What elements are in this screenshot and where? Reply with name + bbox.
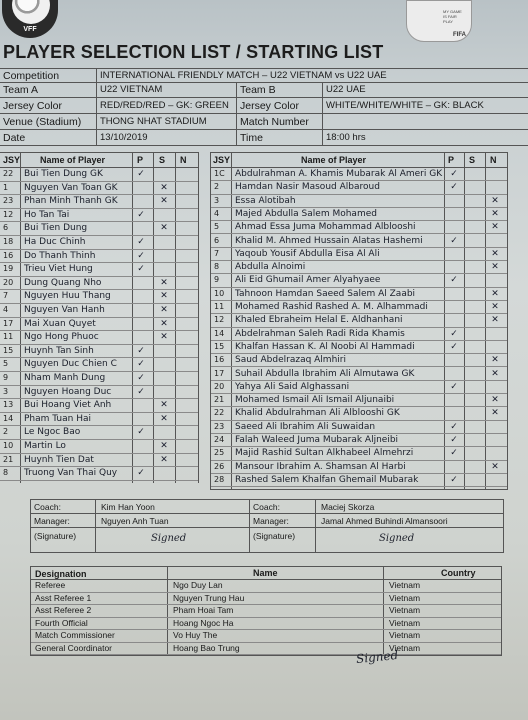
player-name: Mohamed Ismail Ali Ismail Aljunaibi <box>235 395 395 406</box>
jersey-number: 19 <box>3 264 14 274</box>
team-a-col-name: Name of Player <box>40 155 106 165</box>
table-row <box>211 447 507 460</box>
jersey-number: 8 <box>3 468 9 478</box>
jersey-number: 4 <box>3 305 9 314</box>
team-a-manager: Nguyen Anh Tuan <box>101 516 169 526</box>
player-name: Abdulla Alnoimi <box>235 262 306 273</box>
team-b-col-p: P <box>448 155 455 165</box>
table-row <box>0 236 198 250</box>
team-b-col-s: S <box>469 155 476 165</box>
player-name: Saeed Ali Ibrahim Ali Suwaidan <box>235 421 376 432</box>
team-a-player-table <box>0 152 199 483</box>
player-name: Ho Tan Tai <box>24 209 70 220</box>
football-icon <box>12 0 50 24</box>
table-row <box>211 354 507 367</box>
table-row <box>211 461 507 474</box>
not-playing-mark: ✕ <box>491 408 499 419</box>
player-name: Majid Rashid Sultan Alkhabeel Almehrzi <box>235 448 414 459</box>
table-row <box>211 368 507 381</box>
not-playing-mark: ✕ <box>491 395 499 406</box>
table-row <box>0 222 198 236</box>
table-row <box>0 277 198 291</box>
team-a-col-jsy: JSY <box>3 155 21 165</box>
venue-value: THONG NHAT STADIUM <box>100 116 207 127</box>
player-name: Tahnoon Hamdan Saeed Salem Al Zaabi <box>235 288 416 299</box>
jersey-number: 12 <box>214 315 225 325</box>
not-playing-mark: ✕ <box>491 262 499 273</box>
table-row <box>211 274 507 287</box>
played-mark: ✓ <box>450 182 458 193</box>
table-row <box>0 168 198 182</box>
table-row <box>211 248 507 261</box>
team-a-label: Team A <box>3 84 39 96</box>
substitute-mark: ✕ <box>160 318 168 329</box>
jersey-number: 12 <box>3 209 14 219</box>
player-name: Ha Duc Chinh <box>24 237 86 247</box>
player-name: Ngo Hong Phuoc <box>24 332 99 343</box>
fifa-logo-text: FIFA <box>453 32 466 38</box>
official-name: Ngo Duy Lan <box>173 580 223 590</box>
time-label: Time <box>240 132 263 144</box>
played-mark: ✓ <box>137 250 145 261</box>
played-mark: ✓ <box>137 468 145 479</box>
jersey-number: 8 <box>214 262 220 272</box>
played-mark: ✓ <box>450 341 458 352</box>
table-row <box>0 318 198 332</box>
jersey-number: 16 <box>214 355 225 365</box>
jersey-number: 11 <box>214 302 225 311</box>
table-row <box>0 345 198 359</box>
fifa-fair-play-logo <box>406 0 472 42</box>
player-name: Pham Tuan Hai <box>24 413 91 424</box>
venue-label: Venue (Stadium) <box>3 116 82 128</box>
team-b-manager: Jamal Ahmed Buhindi Almansoori <box>321 516 448 526</box>
player-name: Ali Eid Ghumail Amer Alyahyaee <box>235 275 381 286</box>
jersey-number: 18 <box>3 237 14 246</box>
player-name: Khalid Abdulrahman Ali Alblooshi GK <box>235 408 400 419</box>
table-row <box>0 372 198 386</box>
table-row <box>211 168 507 181</box>
player-name: Abdulrahman A. Khamis Mubarak Al Ameri GK <box>235 169 443 179</box>
official-country: Vietnam <box>389 580 421 590</box>
official-name: Vo Huy The <box>173 630 218 640</box>
not-playing-mark: ✕ <box>491 288 499 299</box>
player-name: Yahya Ali Said Alghassani <box>235 381 350 392</box>
table-row <box>211 421 507 434</box>
played-mark: ✓ <box>137 427 145 438</box>
player-name: Le Ngoc Bao <box>24 427 81 438</box>
substitute-mark: ✕ <box>160 400 168 411</box>
team-a-col-n: N <box>180 155 187 165</box>
table-row <box>0 440 198 454</box>
competition-label: Competition <box>3 70 60 82</box>
team-b-coach-label: Coach: <box>253 502 280 512</box>
official-country: Vietnam <box>389 630 421 640</box>
vff-logo <box>2 0 58 38</box>
player-name: Martin Lo <box>24 441 66 451</box>
jersey-number: 22 <box>214 408 225 418</box>
player-name: Dung Quang Nho <box>24 277 102 288</box>
team-b-signature: Signed <box>379 533 415 544</box>
jersey-number: 26 <box>214 461 225 471</box>
not-playing-mark: ✕ <box>491 461 499 472</box>
team-a-coach: Kim Han Yoon <box>101 502 155 512</box>
table-row <box>211 381 507 394</box>
player-name: Khaled Ebraheim Helal E. Aldhanhani <box>235 315 403 326</box>
player-name: Nguyen Van Toan GK <box>24 182 118 193</box>
jersey-a-value: RED/RED/RED – GK: GREEN <box>100 100 229 111</box>
official-country: Vietnam <box>389 605 421 615</box>
jersey-number: 15 <box>214 341 225 351</box>
table-row <box>211 301 507 314</box>
jersey-number: 14 <box>214 328 225 338</box>
jersey-number: 5 <box>214 222 220 232</box>
commissioner-signature: Signed <box>355 647 399 667</box>
table-row <box>31 630 501 643</box>
table-row <box>211 208 507 221</box>
date-label: Date <box>3 132 26 144</box>
team-a-value: U22 VIETNAM <box>100 84 163 95</box>
jersey-number: 10 <box>214 288 225 298</box>
table-row <box>0 386 198 400</box>
table-row <box>0 454 198 468</box>
not-playing-mark: ✕ <box>491 208 499 219</box>
jersey-number: 17 <box>3 318 14 328</box>
table-row <box>211 341 507 354</box>
player-name: Nguyen Duc Chien C <box>24 359 117 370</box>
jersey-number: 3 <box>3 386 9 396</box>
substitute-mark: ✕ <box>160 305 168 315</box>
player-name: Do Thanh Thinh <box>24 250 96 261</box>
played-mark: ✓ <box>450 448 458 459</box>
table-row <box>0 399 198 413</box>
jersey-number: 1 <box>3 182 9 192</box>
player-name: Huynh Tien Dat <box>24 454 94 465</box>
official-country: Vietnam <box>389 617 421 628</box>
player-name: Bui Tien Dung <box>24 223 88 234</box>
jersey-number: 7 <box>214 248 220 258</box>
player-name: Abdelrahman Saleh Radi Rida Khamis <box>235 328 405 339</box>
jersey-number: 20 <box>214 381 225 391</box>
player-name: Majed Abdulla Salem Mohamed <box>235 208 377 219</box>
player-name: Rashed Salem Khalfan Ghemail Mubarak <box>235 474 419 485</box>
table-row <box>0 304 198 318</box>
played-mark: ✓ <box>450 435 458 445</box>
jersey-number: 2 <box>214 182 220 192</box>
table-row <box>0 182 198 196</box>
table-row <box>0 290 198 304</box>
jersey-a-label: Jersey Color <box>3 100 62 112</box>
player-name: Truong Van Thai Quy <box>24 468 118 479</box>
official-name: Nguyen Trung Hau <box>173 592 245 603</box>
player-name: Phan Minh Thanh GK <box>24 196 118 207</box>
team-b-label: Team B <box>240 84 276 96</box>
jersey-number: 22 <box>3 169 14 178</box>
player-name: Saud Abdelrazaq Almhiri <box>235 355 346 366</box>
jersey-number: 7 <box>3 291 9 301</box>
substitute-mark: ✕ <box>160 454 168 465</box>
table-row <box>211 434 507 447</box>
jersey-number: 6 <box>3 223 9 233</box>
table-row <box>211 221 507 234</box>
team-staff-box <box>30 499 504 553</box>
player-name: Nham Manh Dung <box>24 373 106 383</box>
table-row <box>211 195 507 208</box>
jersey-number: 1C <box>214 169 225 178</box>
table-row <box>0 331 198 345</box>
player-name: Mai Xuan Quyet <box>24 318 96 329</box>
officials-col-name: Name <box>253 568 278 578</box>
team-b-col-name: Name of Player <box>301 155 367 165</box>
jersey-number: 11 <box>3 332 14 342</box>
table-row <box>0 263 198 277</box>
jersey-number: 4 <box>214 208 220 218</box>
jersey-b-value: WHITE/WHITE/WHITE – GK: BLACK <box>326 100 484 111</box>
substitute-mark: ✕ <box>160 182 168 193</box>
match-info-grid <box>0 68 528 145</box>
player-name: Mohamed Rashid Rashed A. M. Alhammadi <box>235 302 428 312</box>
jersey-number: 21 <box>3 454 14 464</box>
team-b-signature-label: (Signature) <box>253 531 296 541</box>
officials-col-designation: Designation <box>35 569 87 579</box>
table-row <box>31 618 501 631</box>
not-playing-mark: ✕ <box>491 222 499 233</box>
table-row <box>31 605 501 618</box>
played-mark: ✓ <box>450 421 458 432</box>
table-row <box>31 580 501 593</box>
player-name: Nguyen Huu Thang <box>24 291 111 302</box>
jersey-number: 10 <box>3 441 14 450</box>
competition-value: INTERNATIONAL FRIENDLY MATCH – U22 VIETNAM vs U22 UAE <box>100 70 387 81</box>
official-designation: Fourth Official <box>35 617 88 628</box>
table-row <box>0 250 198 264</box>
team-b-coach: Maciej Skorza <box>321 502 375 512</box>
substitute-mark: ✕ <box>160 332 168 343</box>
player-name: Ahmad Essa Juma Mohammad Alblooshi <box>235 222 416 233</box>
substitute-mark: ✕ <box>160 277 168 288</box>
played-mark: ✓ <box>137 386 145 397</box>
jersey-b-label: Jersey Color <box>240 100 299 112</box>
table-row <box>0 413 198 427</box>
player-name: Hamdan Nasir Masoud Albaroud <box>235 182 380 193</box>
jersey-number: 6 <box>214 235 220 245</box>
table-row <box>0 358 198 372</box>
jersey-number: 17 <box>214 368 225 378</box>
jersey-number: 9 <box>214 275 220 285</box>
jersey-number: 23 <box>3 196 14 206</box>
team-a-manager-label: Manager: <box>34 516 70 526</box>
jersey-number: 23 <box>214 421 225 431</box>
table-row <box>0 426 198 440</box>
table-row <box>211 328 507 341</box>
team-b-value: U22 UAE <box>326 84 366 95</box>
table-row <box>211 181 507 194</box>
played-mark: ✓ <box>137 345 145 356</box>
team-b-player-table <box>210 152 508 490</box>
player-name: Bui Hoang Viet Anh <box>24 400 112 411</box>
substitute-mark: ✕ <box>160 196 168 207</box>
team-a-col-p: P <box>137 155 144 165</box>
played-mark: ✓ <box>450 381 458 392</box>
official-designation: Asst Referee 2 <box>35 605 92 615</box>
played-mark: ✓ <box>137 373 145 383</box>
jersey-number: 5 <box>3 359 9 369</box>
substitute-mark: ✕ <box>160 413 168 424</box>
time-value: 18:00 hrs <box>326 132 366 143</box>
table-row <box>211 314 507 327</box>
team-b-manager-label: Manager: <box>253 516 289 526</box>
official-country: Vietnam <box>389 592 421 603</box>
match-number-label: Match Number <box>240 116 309 128</box>
jersey-number: 24 <box>214 435 225 444</box>
officials-col-country: Country <box>441 568 476 578</box>
player-name: Nguyen Hoang Duc <box>24 386 112 397</box>
jersey-number: 20 <box>3 277 14 287</box>
table-row <box>0 195 198 209</box>
played-mark: ✓ <box>137 209 145 220</box>
player-name: Mansour Ibrahim A. Shamsan Al Harbi <box>235 461 406 472</box>
played-mark: ✓ <box>450 328 458 339</box>
official-name: Pham Hoai Tam <box>173 605 234 615</box>
team-a-col-s: S <box>159 155 166 165</box>
table-row <box>0 209 198 223</box>
jersey-number: 2 <box>3 427 9 437</box>
table-row <box>211 394 507 407</box>
jersey-number: 13 <box>3 400 14 410</box>
substitute-mark: ✕ <box>160 441 168 451</box>
played-mark: ✓ <box>450 169 458 179</box>
not-playing-mark: ✕ <box>491 315 499 326</box>
player-name: Nguyen Van Hanh <box>24 305 105 315</box>
jersey-number: 21 <box>214 395 225 405</box>
jersey-number: 16 <box>3 250 14 260</box>
player-name: Trieu Viet Hung <box>24 264 93 275</box>
player-name: Bui Tien Dung GK <box>24 169 103 179</box>
played-mark: ✓ <box>450 275 458 286</box>
vff-logo-text: VFF <box>23 26 37 33</box>
player-name: Suhail Abdulla Ibrahim Ali Almutawa GK <box>235 368 415 379</box>
fair-play-tagline: MY GAME IS FAIR PLAY <box>443 9 462 24</box>
jersey-number: 15 <box>3 345 14 355</box>
date-value: 13/10/2019 <box>100 132 148 143</box>
played-mark: ✓ <box>137 359 145 370</box>
not-playing-mark: ✕ <box>491 368 499 379</box>
page-title: PLAYER SELECTION LIST / STARTING LIST <box>3 42 384 62</box>
team-a-coach-label: Coach: <box>34 502 61 512</box>
table-row <box>211 407 507 420</box>
table-row <box>31 643 501 656</box>
official-designation: Asst Referee 1 <box>35 592 92 603</box>
player-name: Khalfan Hassan K. Al Noobi Al Hammadi <box>235 341 415 352</box>
played-mark: ✓ <box>450 235 458 246</box>
jersey-number: 9 <box>3 373 9 382</box>
official-designation: Match Commissioner <box>35 630 115 640</box>
official-country: Vietnam <box>389 642 421 653</box>
jersey-number: 14 <box>3 413 14 423</box>
official-name: Hoang Ngoc Ha <box>173 617 234 628</box>
table-row <box>211 474 507 487</box>
table-row <box>211 261 507 274</box>
table-row <box>31 593 501 606</box>
player-name: Essa Alotibah <box>235 195 296 206</box>
team-a-signature-label: (Signature) <box>34 531 77 541</box>
player-name: Khalid M. Ahmed Hussain Alatas Hashemi <box>235 235 423 246</box>
played-mark: ✓ <box>450 474 458 485</box>
team-a-signature: Signed <box>151 533 187 544</box>
official-name: Hoang Bao Trung <box>173 642 240 653</box>
table-row <box>0 467 198 481</box>
official-designation: General Coordinator <box>35 642 113 653</box>
team-b-col-n: N <box>490 155 497 165</box>
substitute-mark: ✕ <box>160 291 168 302</box>
jersey-number: 28 <box>214 474 225 484</box>
player-name: Huynh Tan Sinh <box>24 345 94 356</box>
match-officials-table <box>30 566 502 656</box>
substitute-mark: ✕ <box>160 223 168 234</box>
not-playing-mark: ✕ <box>491 195 499 206</box>
table-row <box>211 235 507 248</box>
jersey-number: 25 <box>214 448 225 458</box>
team-b-col-jsy: JSY <box>213 155 231 165</box>
not-playing-mark: ✕ <box>491 248 499 259</box>
table-row <box>211 288 507 301</box>
official-designation: Referee <box>35 580 66 590</box>
not-playing-mark: ✕ <box>491 355 499 366</box>
played-mark: ✓ <box>137 169 145 179</box>
played-mark: ✓ <box>137 237 145 247</box>
not-playing-mark: ✕ <box>491 302 499 312</box>
played-mark: ✓ <box>137 264 145 275</box>
jersey-number: 3 <box>214 195 220 205</box>
player-name: Falah Waleed Juma Mubarak Aljneibi <box>235 435 399 445</box>
player-name: Yaqoub Yousif Abdulla Eisa Al Ali <box>235 248 380 259</box>
